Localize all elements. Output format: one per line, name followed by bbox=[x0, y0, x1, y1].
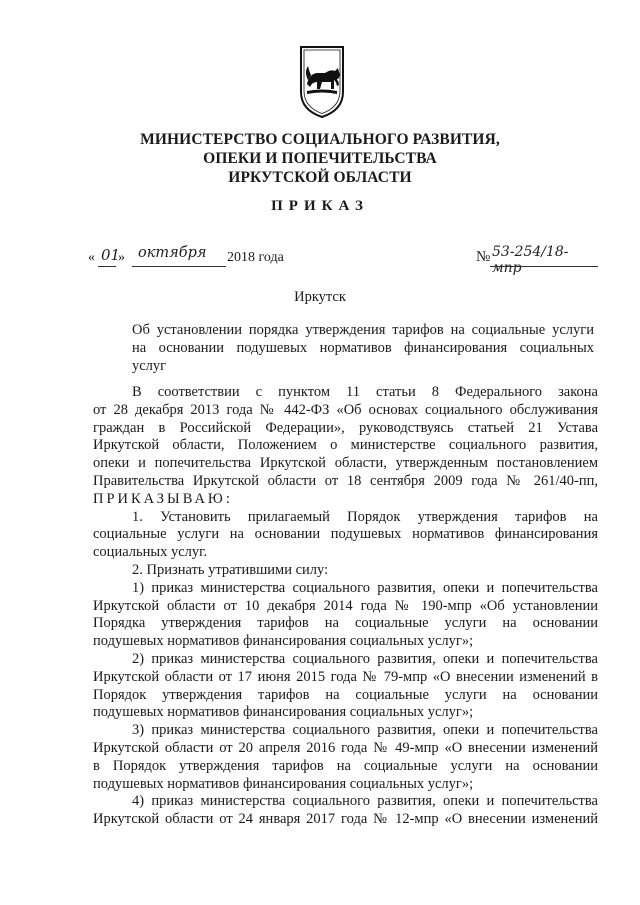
date-year: 2018 года bbox=[227, 250, 284, 265]
ministry-name bbox=[100, 130, 540, 187]
body-line: Правительства Иркутской области от 18 сентября 2009 года № 261/40-пп, bbox=[93, 472, 598, 489]
body-line: 1. Установить прилагаемый Порядок утверждения тарифов на bbox=[132, 508, 598, 525]
order-body bbox=[93, 384, 598, 829]
body-line: 1) приказ министерства социального развития, опеки и попечительства bbox=[132, 579, 598, 596]
date-month-handwritten: октября bbox=[138, 245, 207, 261]
body-line: 4) приказ министерства социального развития, опеки и попечительства bbox=[132, 793, 598, 810]
date-open-quote: « bbox=[88, 250, 95, 265]
body-line: подушевых нормативов финансирования социальных услуг»; bbox=[93, 704, 474, 721]
body-line: подушевых нормативов финансирования социальных услуг»; bbox=[93, 775, 474, 792]
order-subject bbox=[132, 321, 594, 375]
body-line: в Порядок утверждения тарифов на социальные услуги на основании bbox=[93, 757, 598, 774]
city: Иркутск bbox=[294, 289, 346, 305]
body-line: опеки и попечительства Иркутской области, утвержденным постановлением bbox=[93, 455, 598, 472]
body-line: граждан в Российской Федерации», руководствуясь статьей 21 Устава bbox=[93, 419, 598, 436]
ministry-line: ИРКУТСКОЙ ОБЛАСТИ bbox=[228, 169, 412, 186]
body-line: от 28 декабря 2013 года № 442-ФЗ «Об основах социального обслуживания bbox=[93, 401, 598, 418]
body-line-order-word: ПРИКАЗЫВАЮ: bbox=[93, 490, 233, 507]
body-line: Иркутской области, Положением о министерстве социального развития, bbox=[93, 437, 598, 454]
body-line: 2. Признать утратившими силу: bbox=[132, 561, 329, 578]
body-line: подушевых нормативов финансирования социальных услуг»; bbox=[93, 633, 474, 650]
subject-line: Об установлении порядка утверждения тарифов на социальные услуги bbox=[132, 322, 594, 338]
body-line: Иркутской области от 24 января 2017 года № 12-мпр «О внесении изменений bbox=[93, 811, 598, 828]
coat-of-arms-icon bbox=[298, 44, 346, 120]
order-number-underline bbox=[490, 266, 598, 267]
body-line: 2) приказ министерства социального развития, опеки и попечительства bbox=[132, 650, 598, 667]
ministry-line: МИНИСТЕРСТВО СОЦИАЛЬНОГО РАЗВИТИЯ, bbox=[140, 131, 500, 148]
date-day-underline bbox=[98, 266, 116, 267]
order-title: ПРИКАЗ bbox=[271, 198, 369, 214]
order-number-handwritten: 53-254/18-мпр bbox=[492, 244, 569, 276]
body-line: Порядок утверждения тарифов на социальные услуги на основании bbox=[93, 686, 598, 703]
date-day-handwritten: 01 bbox=[101, 246, 121, 264]
body-line: Иркутской области от 10 декабря 2014 года № 190-мпр «Об установлении bbox=[93, 597, 598, 614]
date-close-quote: » bbox=[118, 250, 125, 265]
ministry-line: ОПЕКИ И ПОПЕЧИТЕЛЬСТВА bbox=[203, 150, 437, 167]
body-line: В соответствии с пунктом 11 статьи 8 Федерального закона bbox=[132, 384, 598, 400]
body-line: Иркутской области от 17 июня 2015 года № 79-мпр «О внесении изменений в bbox=[93, 668, 598, 685]
date-month-underline bbox=[132, 266, 226, 267]
subject-line: на основании подушевых нормативов финансирования социальных bbox=[132, 340, 594, 356]
body-line: социальных услуг. bbox=[93, 544, 208, 561]
body-line: Иркутской области от 20 апреля 2016 года № 49-мпр «О внесении изменений bbox=[93, 739, 598, 756]
body-line: 3) приказ министерства социального развития, опеки и попечительства bbox=[132, 722, 598, 739]
body-line: Порядка утверждения тарифов на социальные услуги на основании bbox=[93, 615, 598, 632]
subject-line: услуг bbox=[132, 358, 167, 374]
body-line: социальные услуги на основании подушевых нормативов финансирования bbox=[93, 526, 598, 543]
order-number-label: № bbox=[476, 249, 491, 265]
date-number-line bbox=[88, 244, 598, 276]
